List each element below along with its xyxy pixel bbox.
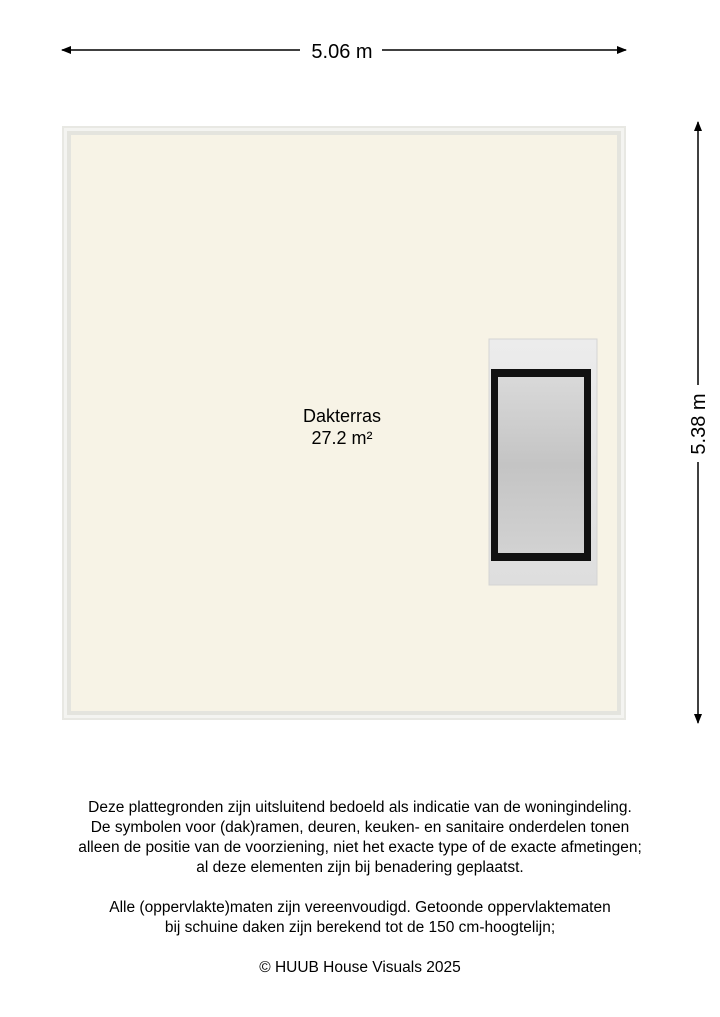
room-name: Dakterras	[302, 406, 382, 426]
copyright: © HUUB House Visuals 2025	[259, 959, 461, 976]
disclaimer-line: bij schuine daken zijn berekend tot de 150 cm-hoogtelijn;	[164, 919, 556, 936]
disclaimer	[0, 798, 720, 938]
skylight	[489, 339, 597, 585]
height-dimension	[688, 122, 710, 723]
skylight-glass	[498, 377, 584, 553]
room-area: 27.2 m²	[311, 428, 373, 448]
disclaimer-spacer	[0, 878, 720, 898]
disclaimer-line: Deze plattegronden zijn uitsluitend bedoeld als indicatie van de woningindeling.	[88, 799, 632, 816]
disclaimer-line: Alle (oppervlakte)maten zijn vereenvoudigd. Getoonde oppervlaktematen	[109, 899, 611, 916]
width-label: 5.06 m	[311, 41, 373, 63]
disclaimer-line: De symbolen voor (dak)ramen, deuren, keuken- en sanitaire onderdelen tonen	[90, 819, 630, 836]
height-label: 5.38 m	[688, 393, 710, 455]
disclaimer-line: alleen de positie van de voorziening, niet het exacte type of de exacte afmetingen;	[78, 839, 642, 856]
disclaimer-line: al deze elementen zijn bij benadering geplaatst.	[196, 859, 524, 876]
width-dimension	[62, 41, 626, 63]
